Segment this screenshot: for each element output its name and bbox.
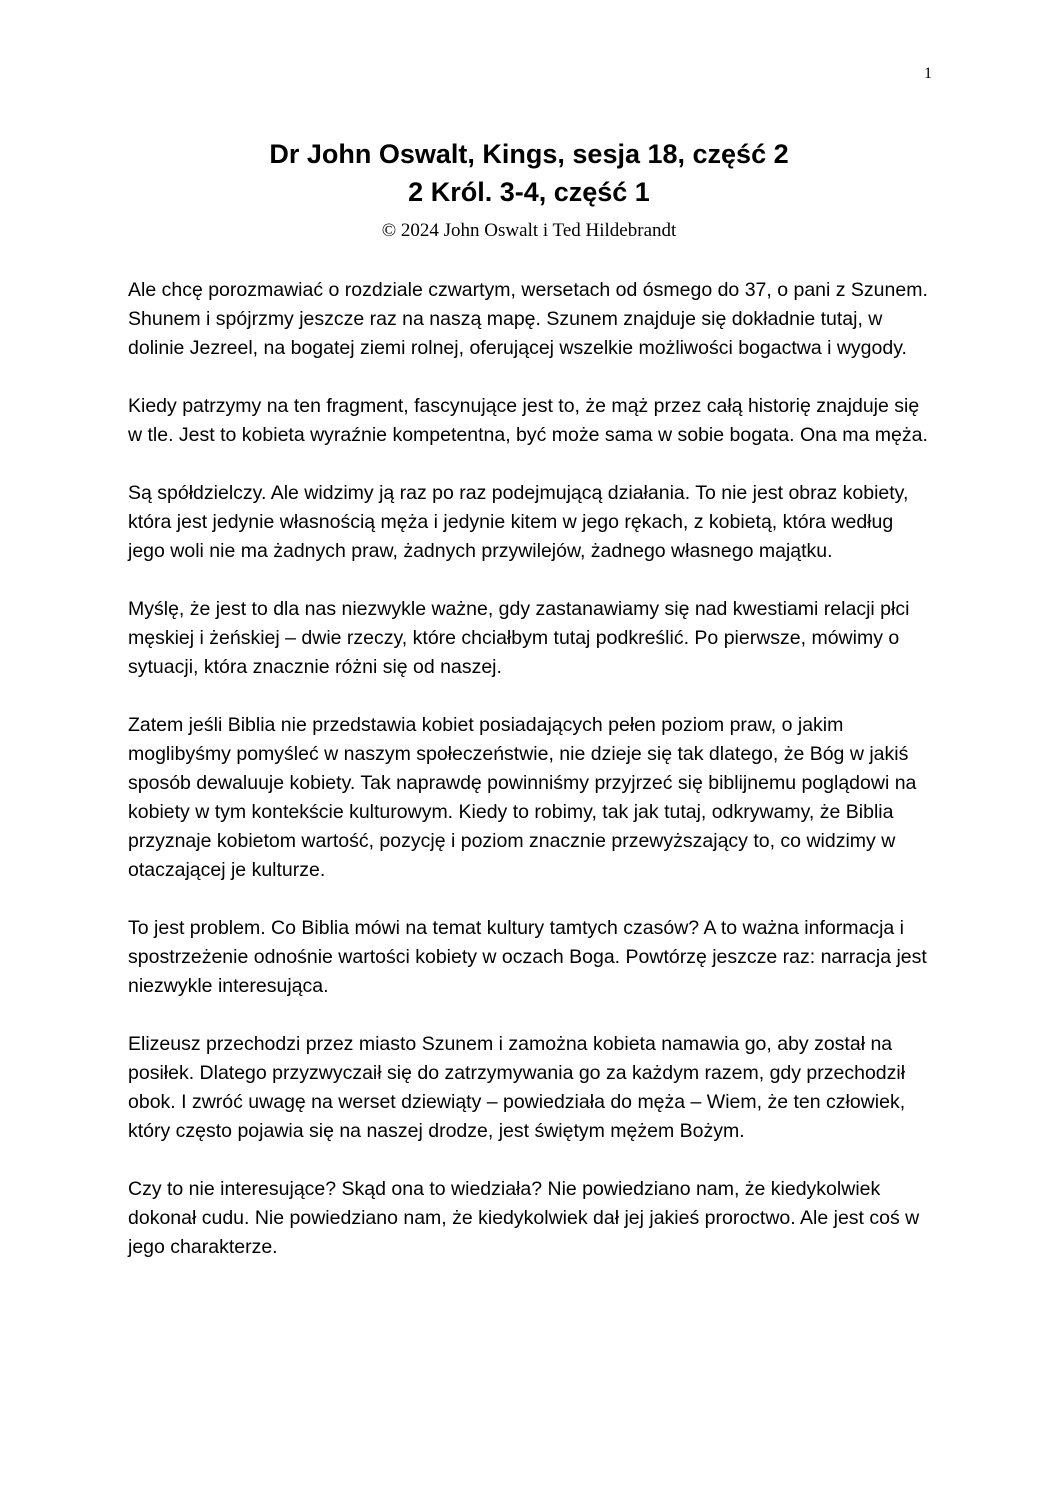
- paragraph: To jest problem. Co Biblia mówi na temat kultury tamtych czasów? A to ważna informacja i spostrzeżenie odnośnie wartości kobiety w oczach Boga. Powtórzę jeszcze raz: narracja jest niezwykle interesująca.: [128, 916, 927, 997]
- paragraph: Czy to nie interesujące? Skąd ona to wiedziała? Nie powiedziano nam, że kiedykolwiek dokonał cudu. Nie powiedziano nam, że kiedykolwiek dał jej jakieś proroctwo. Ale jest coś w jego charakterze.: [128, 1177, 920, 1258]
- document-title: [128, 136, 930, 212]
- paragraph: Kiedy patrzymy na ten fragment, fascynujące jest to, że mąż przez całą historię znajduje się w tle. Jest to kobieta wyraźnie kompetentna, być może sama w sobie bogata. Ona ma męża.: [128, 394, 928, 446]
- paragraph: Są spółdzielczy. Ale widzimy ją raz po raz podejmującą działania. To nie jest obraz kobiety, która jest jedynie własnością męża i jedynie kitem w jego rękach, z kobietą, która według jego woli nie ma żadnych praw, żadnych przywilejów, żadnego własnego majątku.: [128, 481, 909, 562]
- copyright-line: © 2024 John Oswalt i Ted Hildebrandt: [381, 219, 677, 241]
- title-line-1: Dr John Oswalt, Kings, sesja 18, część 2: [269, 139, 789, 169]
- paragraph: Elizeusz przechodzi przez miasto Szunem i zamożna kobieta namawia go, aby został na posiłek. Dlatego przyzwyczaił się do zatrzymywania go za każdym razem, gdy przechodził obok. I zwróć uwagę na werset dziewiąty – powiedziała do męża – Wiem, że ten człowiek, który często pojawia się na naszej drodze, jest świętym mężem Bożym.: [128, 1032, 906, 1142]
- paragraph: Zatem jeśli Biblia nie przedstawia kobiet posiadających pełen poziom praw, o jakim moglibyśmy pomyśleć w naszym społeczeństwie, nie dzieje się tak dlatego, że Bóg w jakiś sposób dewaluuje kobiety. Tak naprawdę powinniśmy przyjrzeć się biblijnemu poglądowi na kobiety w tym kontekście kulturowym. Kiedy to robimy, tak jak tutaj, odkrywamy, że Biblia przyznaje kobietom wartość, pozycję i poziom znacznie przewyższający to, co widzimy w otaczającej je kulturze.: [128, 713, 917, 881]
- title-line-2: 2 Król. 3-4, część 1: [408, 176, 650, 207]
- page-number: 1: [924, 65, 932, 82]
- paragraph: Myślę, że jest to dla nas niezwykle ważne, gdy zastanawiamy się nad kwestiami relacji płci męskiej i żeńskiej – dwie rzeczy, które chciałbym tutaj podkreślić. Po pierwsze, mówimy o sytuacji, która znacznie różni się od naszej.: [128, 597, 910, 678]
- paragraph: Ale chcę porozmawiać o rozdziale czwartym, wersetach od ósmego do 37, o pani z Szunem. Shunem i spójrzmy jeszcze raz na naszą mapę. Szunem znajduje się dokładnie tutaj, w dolinie Jezreel, na bogatej ziemi rolnej, oferującej wszelkie możliwości bogactwa i wygody.: [128, 278, 928, 359]
- transcript-body: [128, 276, 930, 1262]
